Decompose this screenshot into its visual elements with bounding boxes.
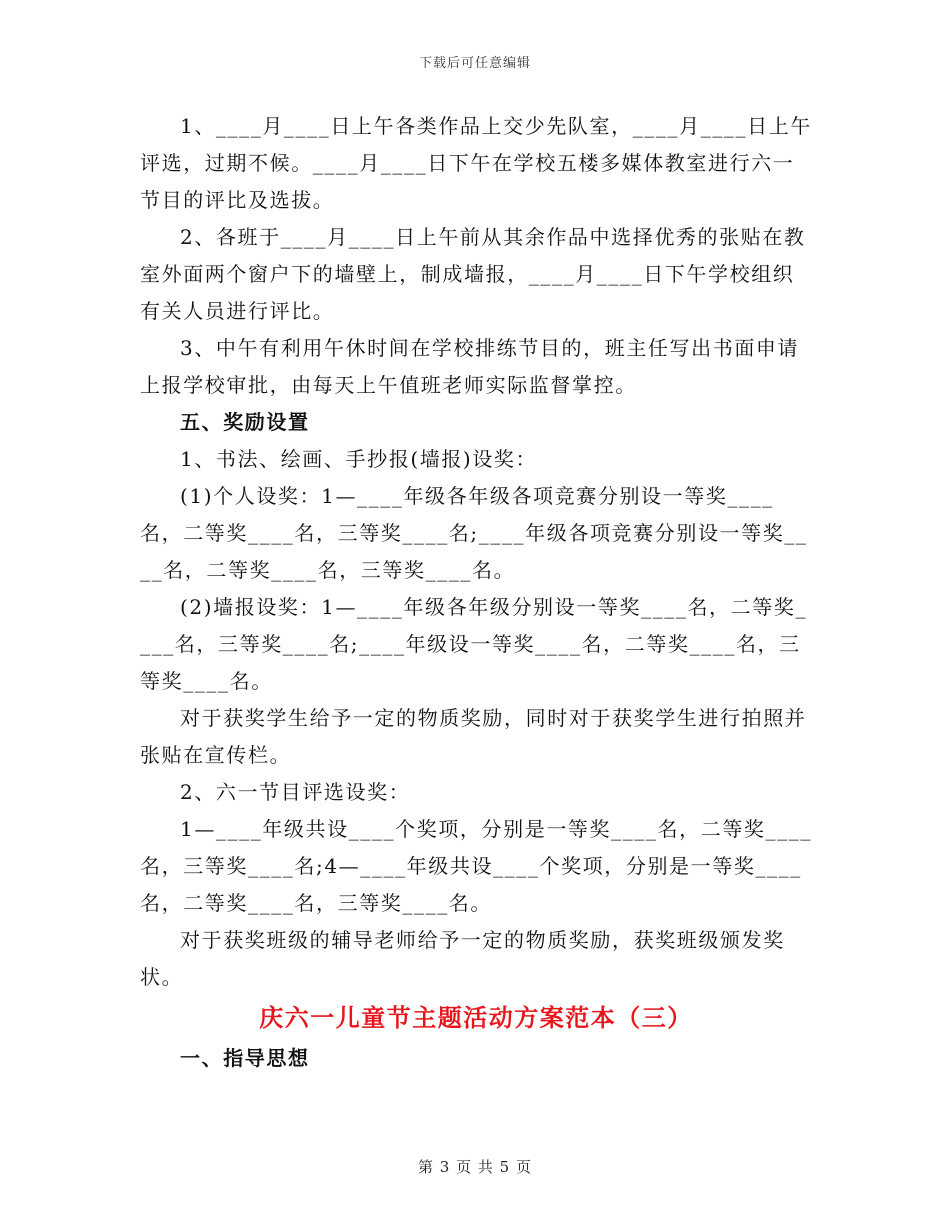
awards-item1-note: 对于获奖学生给予一定的物质奖励，同时对于获奖学生进行拍照并张贴在宣传栏。 bbox=[140, 706, 807, 767]
awards-item1-wall-newspaper: (2)墙报设奖：1—____年级各年级分别设一等奖____名，二等奖____名，三等奖____名;____年级设一等奖____名，二等奖____名，三等奖____名。 bbox=[140, 595, 808, 693]
paragraph-schedule-1: 1、____月____日上午各类作品上交少先队室，____月____日上午评选，过期不候。____月____日下午在学校五楼多媒体教室进行六一节目的评比及选拔。 bbox=[140, 114, 812, 212]
paragraph-schedule-2: 2、各班于____月____日上午前从其余作品中选择优秀的张贴在教室外面两个窗户下的墙壁上，制成墙报，____月____日下午学校组织有关人员进行评比。 bbox=[140, 225, 806, 323]
section-heading-awards: 五、奖励设置 bbox=[180, 410, 310, 434]
page-header: 下载后可任意编辑 bbox=[418, 56, 531, 71]
page-footer: 第 3 页 共 5 页 bbox=[418, 1158, 532, 1176]
document-title: 庆六一儿童节主题活动方案范本（三） bbox=[259, 1004, 693, 1032]
awards-item2-note: 对于获奖班级的辅导老师给予一定的物质奖励，获奖班级颁发奖状。 bbox=[140, 928, 785, 989]
section-heading-guiding-ideology: 一、指导思想 bbox=[180, 1046, 310, 1070]
paragraph-schedule-3: 3、中午有利用午休时间在学校排练节目的，班主任写出书面申请上报学校审批，由每天上午值班老师实际监督掌控。 bbox=[140, 336, 800, 397]
awards-item2-body: 1—____年级共设____个奖项，分别是一等奖____名，二等奖____名，三等奖____名;4—____年级共设____个奖项，分别是一等奖____名，二等奖____名，三等奖____名。 bbox=[140, 817, 812, 915]
awards-item1-individual: (1)个人设奖：1—____年级各年级各项竞赛分别设一等奖____名，二等奖____名，三等奖____名;____年级各项竞赛分别设一等奖____名，二等奖____名，三等奖____名。 bbox=[140, 484, 808, 582]
awards-item2-title: 2、六一节目评选设奖： bbox=[180, 780, 411, 804]
awards-item1-title: 1、书法、绘画、手抄报(墙报)设奖： bbox=[180, 447, 538, 471]
document-body bbox=[140, 108, 812, 1078]
